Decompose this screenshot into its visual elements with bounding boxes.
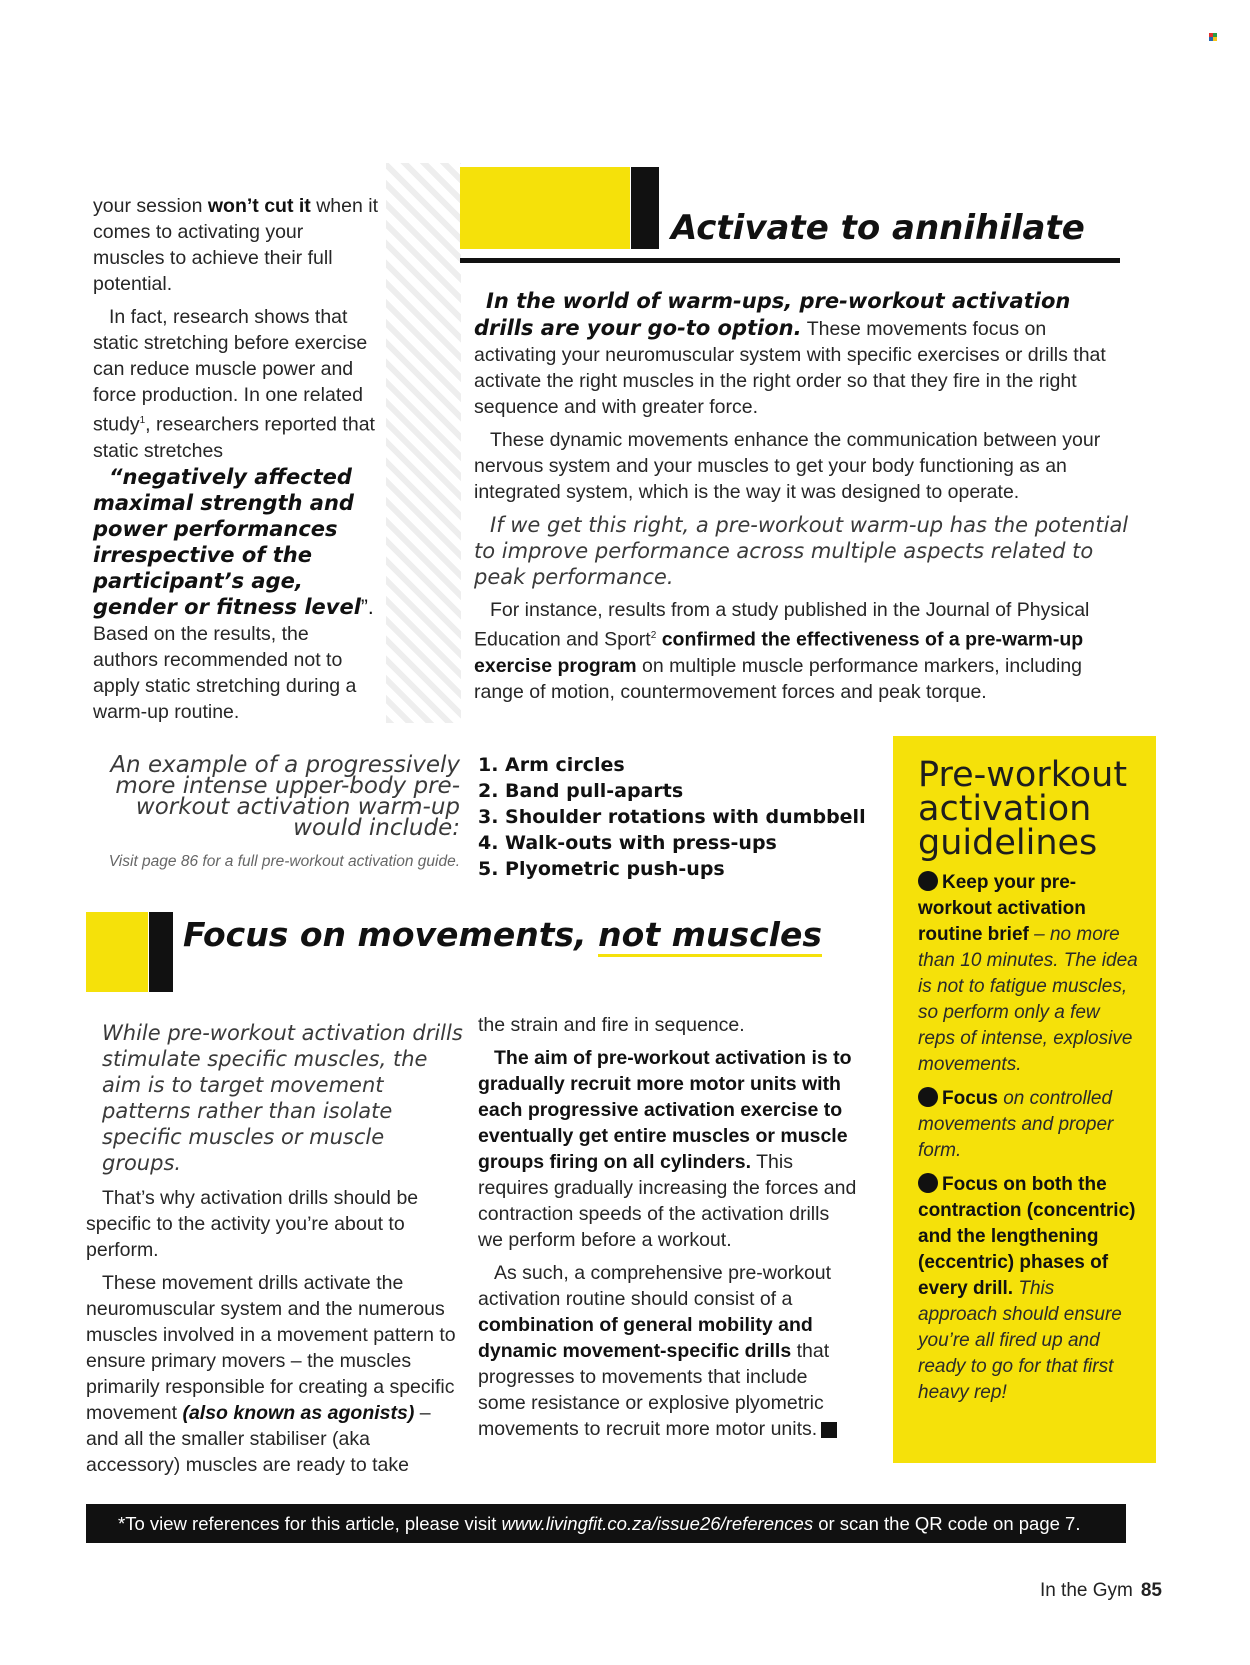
list-item: 1. Arm circles [478,754,625,776]
text: when it comes to activating your muscles to achieve their full potential. [93,195,378,295]
example-intro-text: An example of a progressively more intense upper-body pre-workout activation warm-up would include: [110,752,460,841]
section-title-activate: Activate to annihilate [671,208,1085,248]
text: These movements focus on activating your neuromuscular system with specific exercises or drills that activate the right muscles in the right order so that they fire in the right sequence and with greater force. [474,318,1106,418]
example-intro [80,752,460,871]
paragraph [478,1045,858,1253]
bullet-icon [918,871,938,891]
headline-accent-block [86,912,148,992]
list-item: 2. Band pull-aparts [478,780,684,802]
striped-background [386,163,461,723]
example-note: Visit page 86 for a full pre-workout activation guide. [108,853,460,870]
left-paragraph-2 [93,304,378,725]
emphasis: won’t cut it [207,195,311,217]
pull-quote: While pre-workout activation drills stimulate specific muscles, the aim is to target movement patterns rather than isolate specific muscles or muscle groups. [102,1021,463,1175]
right-column [474,288,1134,712]
guideline-text: on controlled movements and proper form. [918,1088,1114,1161]
guideline-item [918,1172,1138,1406]
paragraph [478,1260,858,1442]
brand-logo-mark [1209,33,1217,41]
guideline-item [918,870,1138,1078]
list-item: 3. Shoulder rotations with dumbbell [478,806,866,828]
guidelines-box [893,736,1156,1463]
paragraph [474,597,1134,705]
title-underlined: not muscles [598,915,822,957]
list-item: 5. Plyometric push-ups [478,858,725,880]
bullet-icon [918,1173,938,1193]
paragraph: These dynamic movements enhance the communication between your nervous system and your muscles to get your body functioning as an integrated system, which is the way it was designed to operate. [474,429,1101,503]
footnote-ref: 1 [139,415,146,426]
text: that progresses to movements that include some resistance or explosive plyometric movements to recruit more motor units. [478,1340,830,1440]
guideline-text: – no more than 10 minutes. The idea is not to fatigue muscles, so perform only a few reps of intense, explosive movements. [918,924,1138,1075]
headline-accent-block [460,167,630,249]
guideline-text: This approach should ensure you’re all fired up and ready to go for that first heavy rep! [918,1278,1122,1403]
text: *To view references for this article, please visit [118,1513,502,1534]
lead-text: In the world of warm-ups, pre-workout activation drills are your go-to option. [474,289,1071,340]
paragraph: the strain and fire in sequence. [478,1014,745,1036]
references-link[interactable]: www.livingfit.co.za/issue26/references [501,1513,814,1534]
quote-end: ”. [360,595,374,619]
page-number: 85 [1140,1580,1162,1601]
lower-middle-column [478,1012,858,1449]
intro-paragraph [474,288,1134,420]
quote-text: “negatively affected maximal strength and power performances irrespective of the participant’s age, gender or fitness level [93,464,361,619]
bullet-icon [918,1087,938,1107]
drill-list [478,752,866,882]
list-item: 4. Walk-outs with press-ups [478,832,777,854]
title-part: Focus on movements, [183,915,599,954]
left-paragraph-1 [93,193,378,297]
text: These movement drills activate the neuromuscular system and the numerous muscles involved in a movement pattern to ensure primary movers – the muscles primarily responsible for creating a specific movement [86,1272,456,1424]
guideline-bold: Focus [942,1088,998,1109]
text: In fact, research shows that static stretching before exercise can reduce muscle power and force production. In one related study [93,306,368,436]
section-name: In the Gym [1039,1580,1133,1601]
footnote-ref: 2 [650,630,657,641]
paragraph [86,1270,466,1478]
headline-accent-bar [631,167,659,249]
emphasis: combination of general mobility and dynamic movement-specific drills [478,1314,813,1362]
emphasis: (also known as agonists) [182,1402,415,1424]
text: or scan the QR code on page 7. [813,1513,1081,1534]
headline-rule [460,258,1120,263]
text: on multiple muscle performance markers, including range of motion, countermovement forces and peak torque. [474,654,1083,703]
left-column [93,193,378,732]
guidelines-title: Pre-workout activation guidelines [918,755,1128,863]
text: This requires gradually increasing the forces and contraction speeds of the activation drills we perform before a workout. [478,1151,857,1251]
references-bar [86,1504,1126,1543]
text: your session [93,195,208,217]
guideline-item [918,1086,1138,1164]
section-title-focus [183,915,822,954]
emphasis: The aim of pre-workout activation is to gradually recruit more motor units with each progressive activation exercise to eventually get entire muscles or muscle groups firing on all cylinders. [478,1047,852,1173]
lower-left-column [86,1020,466,1485]
pull-quote: If we get this right, a pre-workout warm-up has the potential to improve performance across multiple aspects related to peak performance. [474,513,1129,589]
headline-accent-bar [149,912,173,992]
text: Based on the results, the authors recommended not to apply static stretching during a warm-up routine. [93,622,357,723]
study-quote [93,464,378,621]
text: For instance, results from a study published in the Journal of Physical Education and Sport [474,599,1090,651]
page-footer [1040,1580,1162,1602]
text: – and all the smaller stabiliser (aka accessory) muscles are ready to take [86,1402,431,1476]
guideline-bold: Keep your pre-workout activation routine brief [918,872,1086,945]
guideline-bold: Focus on both the contraction (concentric) and the lengthening (eccentric) phases of every drill. [918,1174,1136,1299]
paragraph: That’s why activation drills should be specific to the activity you’re about to perform. [86,1187,419,1261]
text: As such, a comprehensive pre-workout activation routine should consist of a [478,1262,832,1310]
text: , researchers reported that static stretches [93,413,375,462]
end-mark-icon: LF [821,1422,837,1438]
emphasis: confirmed the effectiveness of a pre-warm-up exercise program [474,628,1084,677]
